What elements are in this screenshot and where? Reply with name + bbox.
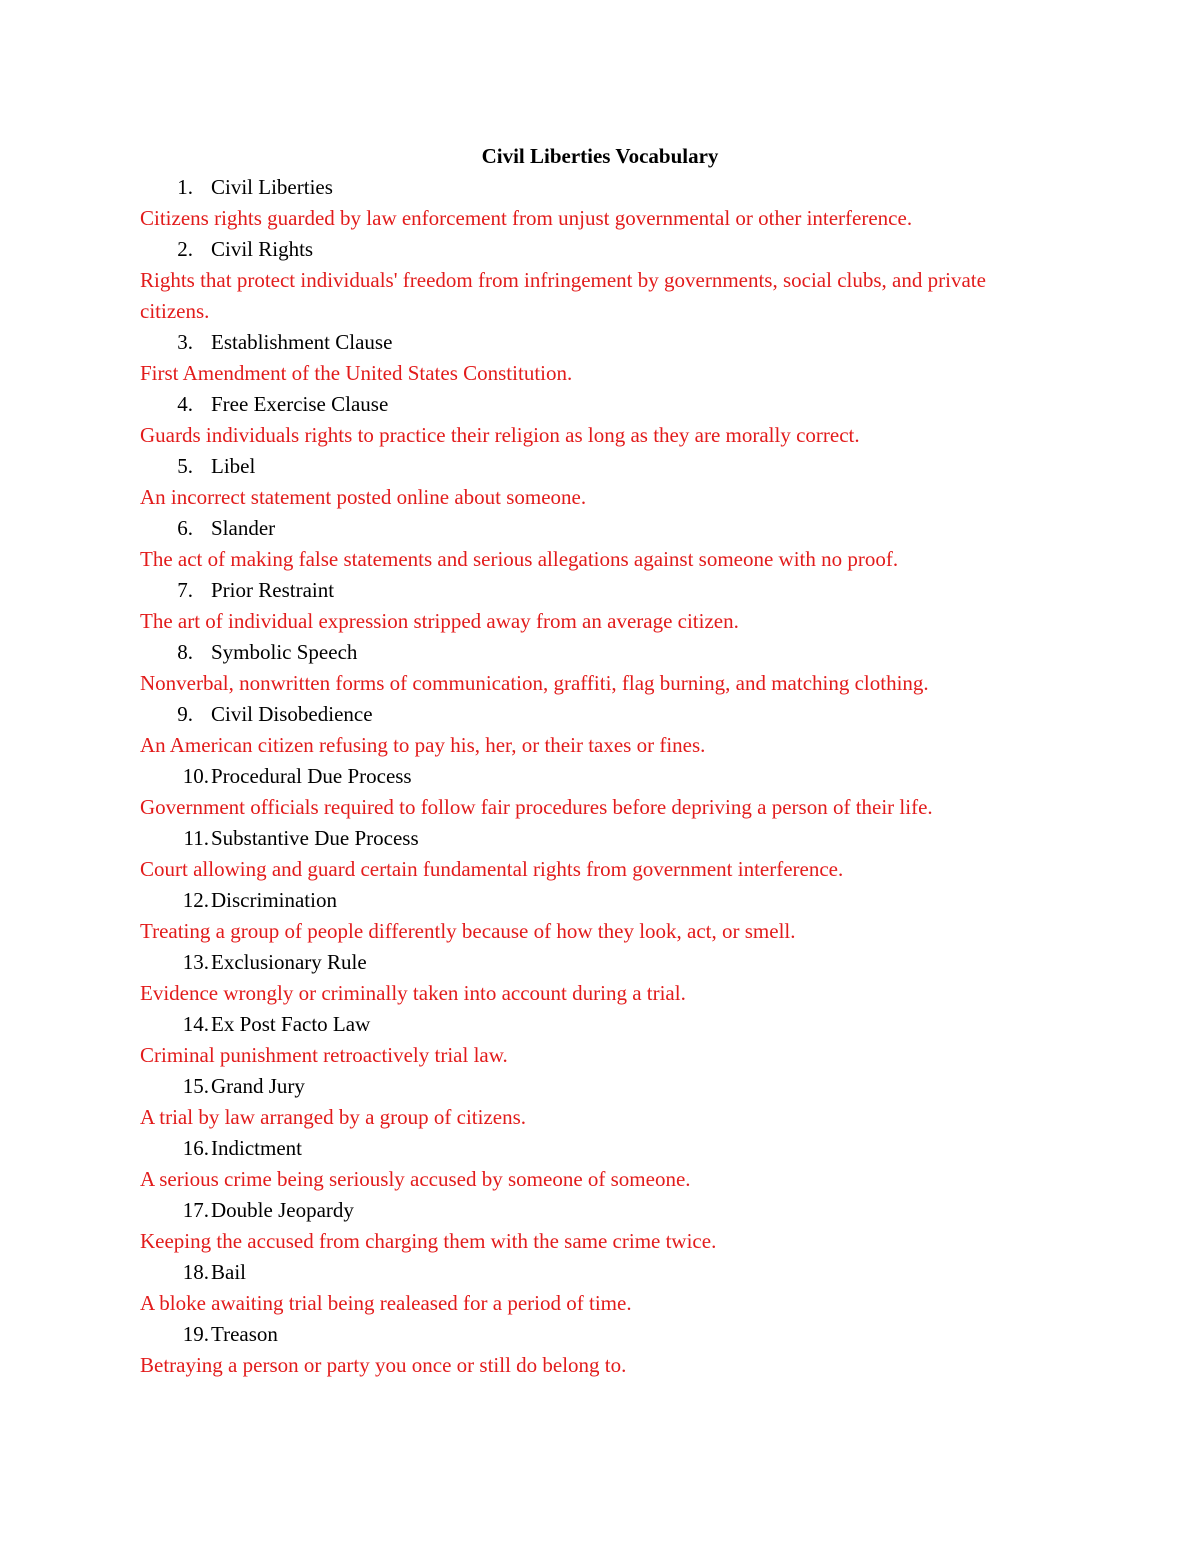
entry-number: 4. — [177, 392, 193, 416]
entry-term: Establishment Clause — [211, 330, 393, 354]
entry-number: 7. — [177, 578, 193, 602]
entry-number: 9. — [177, 702, 193, 726]
entry-definition: Rights that protect individuals' freedom from infringement by governments, social clubs, and private citizens. — [140, 268, 986, 323]
entry-term: Substantive Due Process — [211, 826, 419, 850]
vocabulary-entry — [140, 451, 1140, 513]
vocabulary-entry — [140, 699, 1140, 761]
entry-term: Grand Jury — [211, 1074, 305, 1098]
entry-term-line — [140, 947, 1140, 978]
entry-term: Double Jeopardy — [211, 1198, 354, 1222]
entry-term-line — [140, 389, 1140, 420]
entry-number: 17. — [182, 1198, 209, 1222]
entry-term-line — [140, 1009, 1140, 1040]
entry-number: 18. — [182, 1260, 209, 1284]
vocabulary-entry — [140, 885, 1140, 947]
entry-term: Treason — [211, 1322, 278, 1346]
entry-term-line — [140, 234, 1140, 265]
entry-term: Libel — [211, 454, 256, 478]
entry-term-line — [140, 1071, 1140, 1102]
entry-definition: The act of making false statements and serious allegations against someone with no proof. — [140, 547, 899, 571]
entry-definition: Criminal punishment retroactively trial law. — [140, 1043, 508, 1067]
vocabulary-entry — [140, 1257, 1140, 1319]
vocabulary-entry — [140, 513, 1140, 575]
entry-term-line — [140, 699, 1140, 730]
vocabulary-entry — [140, 1319, 1140, 1381]
entry-definition: A serious crime being seriously accused by someone of someone. — [140, 1167, 691, 1191]
entry-number: 8. — [177, 640, 193, 664]
entry-definition: Citizens rights guarded by law enforcement from unjust governmental or other interference. — [140, 206, 913, 230]
entry-definition: Evidence wrongly or criminally taken into account during a trial. — [140, 981, 686, 1005]
vocabulary-entry — [140, 823, 1140, 885]
entry-number: 10. — [182, 764, 209, 788]
entry-number: 12. — [182, 888, 209, 912]
vocabulary-entry — [140, 234, 1140, 327]
vocabulary-entry — [140, 575, 1140, 637]
entry-number: 11. — [183, 826, 209, 850]
entry-term-line — [140, 327, 1140, 358]
entry-term: Symbolic Speech — [211, 640, 358, 664]
entry-term-line — [140, 451, 1140, 482]
entry-number: 14. — [182, 1012, 209, 1036]
entry-number: 15. — [182, 1074, 209, 1098]
vocabulary-entry — [140, 327, 1140, 389]
entry-definition: Betraying a person or party you once or still do belong to. — [140, 1353, 627, 1377]
entry-term-line — [140, 575, 1140, 606]
vocabulary-entry — [140, 1009, 1140, 1071]
entry-definition: First Amendment of the United States Constitution. — [140, 361, 573, 385]
entry-term-line — [140, 513, 1140, 544]
entry-definition: Government officials required to follow fair procedures before depriving a person of their life. — [140, 795, 933, 819]
entry-definition: A bloke awaiting trial being realeased for a period of time. — [140, 1291, 632, 1315]
entry-term: Civil Liberties — [211, 175, 333, 199]
entry-definition: The art of individual expression stripped away from an average citizen. — [140, 609, 739, 633]
entry-term-line — [140, 637, 1140, 668]
entry-term: Prior Restraint — [211, 578, 335, 602]
vocabulary-entry — [140, 947, 1140, 1009]
entry-term-line — [140, 1319, 1140, 1350]
entry-term-line — [140, 761, 1140, 792]
entry-term-line — [140, 1133, 1140, 1164]
entry-number: 19. — [182, 1322, 209, 1346]
entry-term-line — [140, 1195, 1140, 1226]
entry-term: Procedural Due Process — [211, 764, 412, 788]
entry-term: Indictment — [211, 1136, 302, 1160]
entry-term: Ex Post Facto Law — [211, 1012, 371, 1036]
vocabulary-list — [140, 172, 1140, 1381]
vocabulary-entry — [140, 1071, 1140, 1133]
entry-definition: Keeping the accused from charging them with the same crime twice. — [140, 1229, 717, 1253]
vocabulary-entry — [140, 637, 1140, 699]
vocabulary-entry — [140, 172, 1140, 234]
entry-term-line — [140, 172, 1140, 203]
entry-term-line — [140, 885, 1140, 916]
vocabulary-entry — [140, 389, 1140, 451]
entry-definition: Treating a group of people differently because of how they look, act, or smell. — [140, 919, 796, 943]
vocabulary-entry — [140, 761, 1140, 823]
entry-number: 2. — [177, 237, 193, 261]
entry-term: Discrimination — [211, 888, 337, 912]
vocabulary-entry — [140, 1133, 1140, 1195]
entry-term: Bail — [211, 1260, 246, 1284]
entry-number: 1. — [177, 175, 193, 199]
entry-term-line — [140, 823, 1140, 854]
entry-number: 5. — [177, 454, 193, 478]
entry-definition: Guards individuals rights to practice their religion as long as they are morally correct. — [140, 423, 860, 447]
entry-number: 3. — [177, 330, 193, 354]
entry-definition: Court allowing and guard certain fundamental rights from government interference. — [140, 857, 844, 881]
entry-definition: An incorrect statement posted online about someone. — [140, 485, 587, 509]
entry-definition: An American citizen refusing to pay his, her, or their taxes or fines. — [140, 733, 706, 757]
entry-number: 6. — [177, 516, 193, 540]
entry-term-line — [140, 1257, 1140, 1288]
vocabulary-entry — [140, 1195, 1140, 1257]
entry-number: 16. — [182, 1136, 209, 1160]
entry-number: 13. — [182, 950, 209, 974]
entry-definition: Nonverbal, nonwritten forms of communication, graffiti, flag burning, and matching clothing. — [140, 671, 929, 695]
entry-term: Exclusionary Rule — [211, 950, 367, 974]
entry-term: Slander — [211, 516, 276, 540]
document-title: Civil Liberties Vocabulary — [481, 144, 719, 168]
entry-term: Free Exercise Clause — [211, 392, 389, 416]
entry-term: Civil Disobedience — [211, 702, 373, 726]
entry-definition: A trial by law arranged by a group of citizens. — [140, 1105, 527, 1129]
entry-term: Civil Rights — [211, 237, 314, 261]
